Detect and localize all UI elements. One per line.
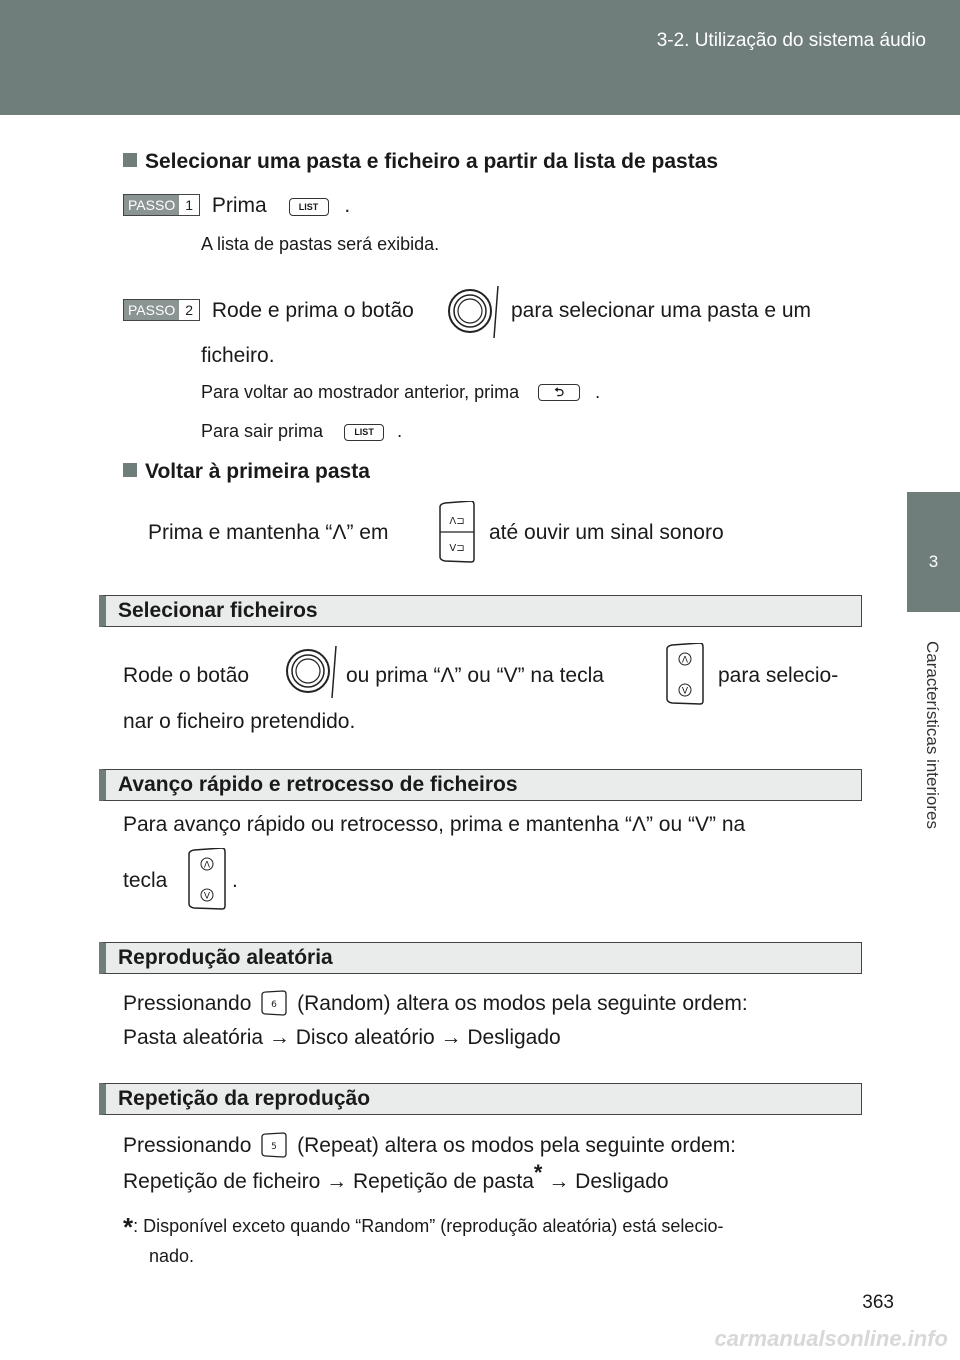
preset-6-button-icon <box>259 990 289 1016</box>
step-2-badge: PASSO 2 <box>123 299 200 321</box>
step-1-note: A lista de pastas será exibida. <box>201 234 440 254</box>
select-files-line-2: nar o ficheiro pretendido. <box>123 710 356 733</box>
fast-forward-line-1: Para avanço rápido ou retrocesso, prima e mantenha “Λ” ou “V” na <box>123 813 746 836</box>
repeat-line-2: Repetição de ficheiro → Repetição de pasta* → Desligado <box>123 1160 669 1193</box>
select-files-line-1c: para selecio- <box>718 664 839 687</box>
back-button-icon: ⮌ <box>538 384 580 401</box>
footnote-line-2: nado. <box>149 1246 195 1266</box>
seek-up-down-button-icon <box>664 643 706 705</box>
chapter-side-label <box>882 600 960 870</box>
chapter-title: Características interiores <box>923 640 942 830</box>
fast-forward-line-2b: . <box>232 869 238 892</box>
random-line-2: Pasta aleatória → Disco aleatório → Desligado <box>123 1026 561 1049</box>
svg-text:Λ: Λ <box>681 655 689 666</box>
svg-text:6: 6 <box>271 1000 278 1010</box>
step-2-text-after: para selecionar uma pasta e um <box>511 299 811 322</box>
footnote-mark: * <box>123 1212 134 1242</box>
svg-text:V⊐: V⊐ <box>449 543 465 554</box>
list-button-icon: LIST <box>289 198 329 216</box>
heading-first-folder: Voltar à primeira pasta <box>123 460 370 484</box>
square-bullet-icon <box>123 153 137 167</box>
random-line-1: Pressionando 6 (Random) altera os modos pela seguinte ordem: <box>123 992 748 1015</box>
step-1: PASSO 1 Prima LIST . <box>123 194 350 218</box>
step-1-badge: PASSO 1 <box>123 194 200 216</box>
list-button-icon: LIST <box>344 424 384 441</box>
first-folder-text-before: Prima e mantenha “Λ” em <box>148 521 389 544</box>
footnote-line-1: *: Disponível exceto quando “Random” (reprodução aleatória) está selecio- <box>123 1212 724 1242</box>
section-header-random: Reprodução aleatória <box>99 942 862 974</box>
heading-select-folder: Selecionar uma pasta e ficheiro a partir da lista de pastas <box>123 150 718 174</box>
header-section-title: 3-2. Utilização do sistema áudio <box>656 30 926 51</box>
chapter-tab <box>907 492 960 612</box>
page-number: 363 <box>862 1292 894 1313</box>
chapter-number: 3 <box>928 552 939 571</box>
asterisk-mark: * <box>533 1160 543 1185</box>
folder-up-down-button-icon <box>437 501 477 563</box>
seek-up-down-button-icon <box>186 848 228 910</box>
select-files-line-1b: ou prima “Λ” ou “V” na tecla <box>346 664 604 687</box>
fast-forward-line-2a: tecla <box>123 869 168 892</box>
section-header-repeat: Repetição da reprodução <box>99 1083 862 1115</box>
svg-text:V: V <box>203 891 211 902</box>
svg-text:Λ⊐: Λ⊐ <box>449 516 465 527</box>
step-2-line-1: PASSO 2 Rode e prima o botão <box>123 299 414 323</box>
select-files-line-1a: Rode o botão <box>123 664 250 687</box>
tune-knob-icon <box>446 284 502 340</box>
header-bar <box>0 0 960 115</box>
square-bullet-icon <box>123 463 137 477</box>
watermark: carmanualsonline.info <box>714 1326 948 1351</box>
section-header-fast-forward: Avanço rápido e retrocesso de ficheiros <box>99 769 862 801</box>
preset-5-button-icon <box>259 1132 289 1158</box>
section-header-select-files: Selecionar ficheiros <box>99 595 862 627</box>
repeat-line-1: Pressionando 5 (Repeat) altera os modos pela seguinte ordem: <box>123 1134 737 1157</box>
svg-text:Λ: Λ <box>203 860 211 871</box>
tune-knob-icon <box>284 644 340 700</box>
step-2-note-back: Para voltar ao mostrador anterior, prima ⮌ . <box>201 382 601 402</box>
svg-text:V: V <box>681 686 689 697</box>
first-folder-text-after: até ouvir um sinal sonoro <box>489 521 724 544</box>
step-2-note-exit: Para sair prima LIST . <box>201 421 403 441</box>
svg-text:5: 5 <box>271 1142 278 1152</box>
step-2-line-2: ficheiro. <box>201 344 275 367</box>
